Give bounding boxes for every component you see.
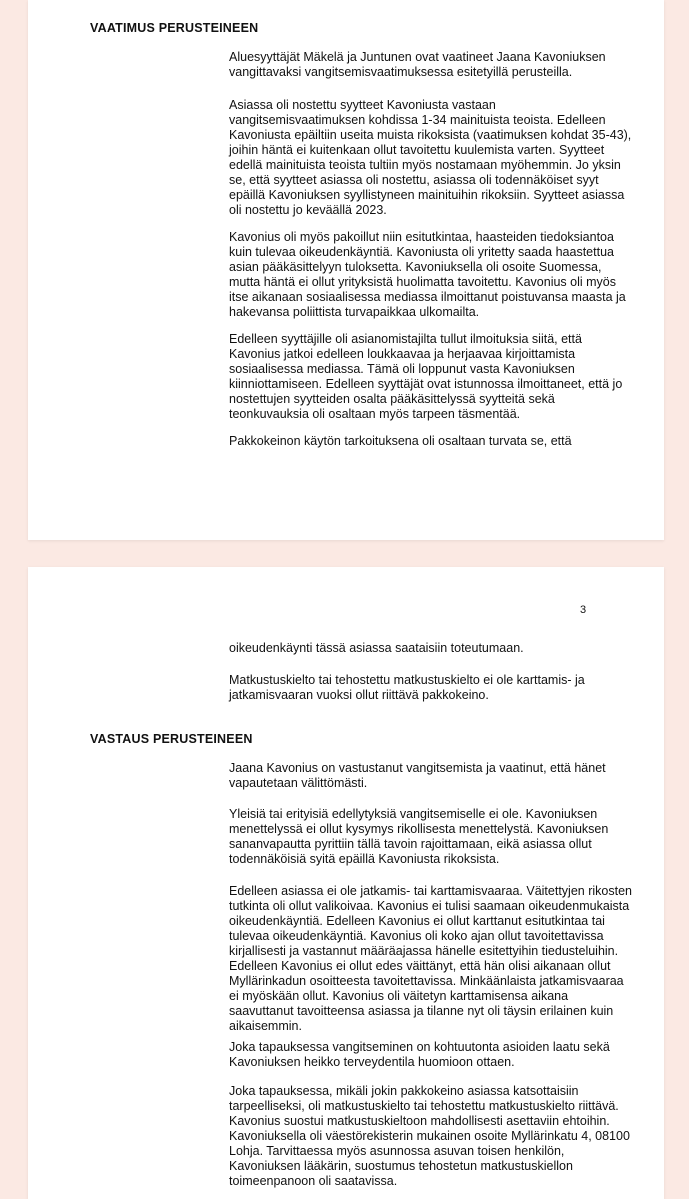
paragraph: Edelleen syyttäjille oli asianomistajilta tullut ilmoituksia siitä, että Kavonius jatkoi edelleen loukkaavaa ja herjaavaa kirjoittamista sosiaalisessa mediassa. Tämä oli loppunut vasta Kavoniuksen kiinniottamiseen. Edelleen syyttäjät ovat istunnossa ilmoittaneet, että jo nostettujen syytteiden osalta pääkäsittelyssä syytteitä sekä teonkuvauksia oli osaltaan myös tarpeen täsmentää. (229, 332, 623, 421)
paragraph: Yleisiä tai erityisiä edellytyksiä vangitsemiselle ei ole. Kavoniuksen menettelyssä ei ollut kysymys rikollisesta menettelystä. Kavoniuksen sananvapautta pyrittiin tällä tavoin rajoittamaan, eikä asiassa ollut todennäköisiä syitä epäillä Kavoniusta rikoksista. (229, 807, 609, 866)
page-number: 3 (580, 604, 587, 616)
paragraph: oikeudenkäynti tässä asiassa saataisiin toteutumaan. (229, 641, 524, 655)
paragraph: Aluesyyttäjät Mäkelä ja Juntunen ovat vaatineet Jaana Kavoniuksen vangittavaksi vangitsemisvaatimuksessa esitetyillä perusteilla. (229, 50, 606, 79)
paragraph: Kavonius oli myös pakoillut niin esitutkintaa, haasteiden tiedoksiantoa kuin tulevaa oikeudenkäyntiä. Kavoniusta oli yritetty saada haastettua asian pääkäsittelyyn tuloksetta. Kavoniuksella oli osoite Suomessa, mutta häntä ei ollut yrityksistä huolimatta tavoitettu. Kavonius oli myös itse aikanaan sosiaalisessa mediassa ilmoittanut poistuvansa maasta ja hakevansa poliittista turvapaikkaa ulkomailta. (229, 230, 626, 319)
paragraph: Edelleen asiassa ei ole jatkamis- tai karttamisvaaraa. Väitettyjen rikosten tutkinta oli ollut valikoivaa. Kavonius ei tulisi saamaan oikeudenmukaista oikeudenkäyntiä. Edelleen Kavonius ei ollut karttanut esitutkintaa tai tulevaa oikeudenkäyntiä. Kavonius oli koko ajan ollut tavoitettavissa kirjallisesti ja vastannut määräajassa hänelle esitettyihin tiedusteluihin. Edelleen Kavonius ei ollut edes väittänyt, että hän olisi aikanaan ollut Myllärinkadun osoitteesta tavoitettavissa. Minkäänlaista jatkamisvaaraa ei myöskään ollut. Kavonius oli väitetyn karttamisensa aikana saavuttanut tavoitteensa asiassa ja tilanne nyt oli täysin erilainen kuin aikaisemmin. (229, 884, 632, 1033)
section-heading-vastaus: VASTAUS PERUSTEINEEN (90, 732, 253, 746)
paragraph: Joka tapauksessa, mikäli jokin pakkokeino asiassa katsottaisiin tarpeelliseksi, oli matkustuskielto tai tehostettu matkustuskielto riittävä. Kavonius suostui matkustuskieltoon mahdollisesti asettaviin ehtoihin. Kavoniuksella oli väestörekisterin mukainen osoite Myllärinkatu 4, 08100 Lohja. Tarvittaessa myös asunnossa asuvan toisen henkilön, Kavoniuksen lääkärin, suostumus tehostetun matkustuskiellon toimeenpanoon oli saatavissa. (229, 1084, 630, 1188)
paragraph: Pakkokeinon käytön tarkoituksena oli osaltaan turvata se, että (229, 434, 572, 448)
document-page-1 (28, 0, 664, 540)
paragraph: Jaana Kavonius on vastustanut vangitsemista ja vaatinut, että hänet vapautetaan välittömästi. (229, 761, 606, 790)
paragraph: Joka tapauksessa vangitseminen on kohtuutonta asioiden laatu sekä Kavoniuksen heikko terveydentila huomioon ottaen. (229, 1040, 610, 1069)
paragraph: Matkustuskielto tai tehostettu matkustuskielto ei ole karttamis- ja jatkamisvaaran vuoksi ollut riittävä pakkokeino. (229, 673, 585, 702)
document-page-2 (28, 567, 664, 1199)
paragraph: Asiassa oli nostettu syytteet Kavoniusta vastaan vangitsemisvaatimuksen kohdissa 1-34 mainituista teoista. Edelleen Kavoniusta epäiltiin useita muista rikoksista (vaatimuksen kohdat 35-43), joihin häntä ei kuitenkaan ollut tavoitettu kuulemista varten. Syytteet edellä mainituista teoista tultiin myös nostamaan myöhemmin. Jo yksin se, että syytteet asiassa oli nostettu, asiassa oli todennäköiset syyt epäillä Kavoniuksen syyllistyneen mainituihin rikoksiin. Syytteet asiassa oli nostettu jo keväällä 2023. (229, 98, 632, 217)
section-heading-vaatimus: VAATIMUS PERUSTEINEEN (90, 21, 259, 35)
